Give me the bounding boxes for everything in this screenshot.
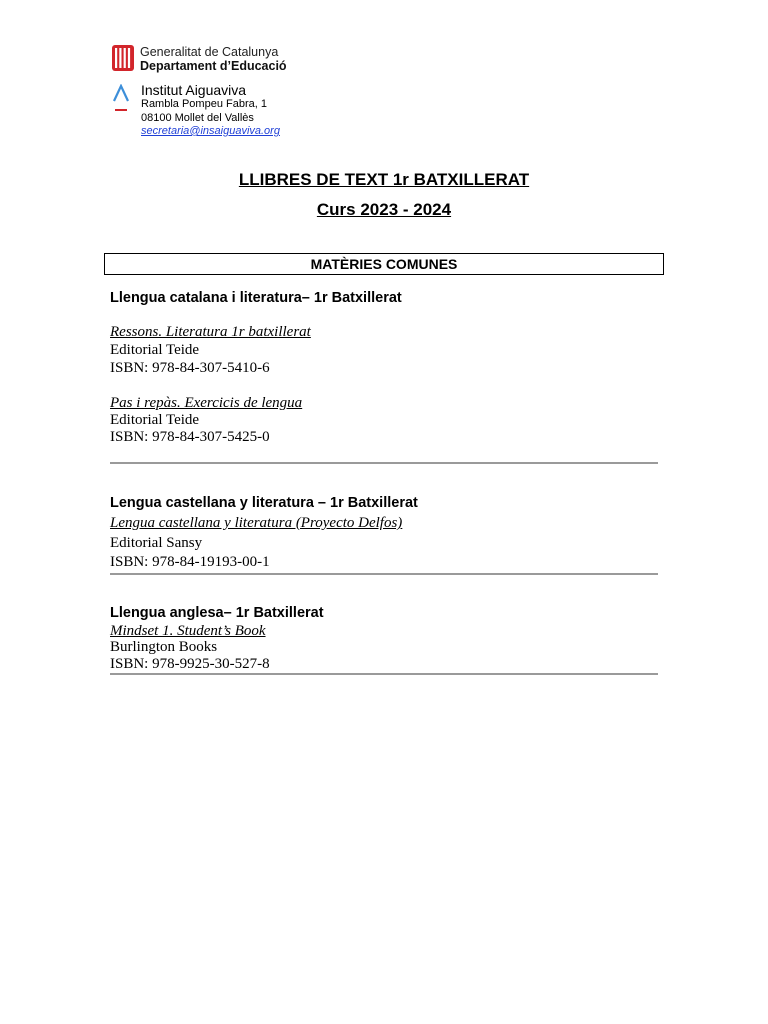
subject-heading: Lengua castellana y literatura – 1r Batxillerat bbox=[110, 495, 418, 511]
school-logo-icon bbox=[111, 84, 131, 114]
section-divider bbox=[110, 673, 658, 675]
book-title: Mindset 1. Student’s Book bbox=[110, 623, 266, 639]
book-publisher: Editorial Sansy bbox=[110, 535, 203, 551]
book-title: Pas i repàs. Exercicis de lengua bbox=[110, 395, 303, 411]
document-course: Curs 2023 - 2024 bbox=[316, 200, 452, 219]
subject-heading: Llengua catalana i literatura– 1r Batxillerat bbox=[110, 290, 402, 306]
document-title: LLIBRES DE TEXT 1r BATXILLERAT bbox=[238, 170, 530, 189]
book-isbn: ISBN: 978-84-19193-00-1 bbox=[110, 554, 270, 570]
generalitat-emblem-icon bbox=[111, 44, 135, 72]
generalitat-name: Generalitat de Catalunya bbox=[140, 45, 279, 59]
book-publisher: Burlington Books bbox=[110, 639, 218, 655]
school-info bbox=[141, 82, 280, 138]
school-email-link[interactable]: secretaria@insaiguaviva.org bbox=[141, 125, 280, 137]
book-publisher: Editorial Teide bbox=[110, 342, 200, 358]
book-publisher: Editorial Teide bbox=[110, 412, 200, 428]
book-title: Lengua castellana y literatura (Proyecto Delfos) bbox=[110, 515, 403, 531]
book-isbn: ISBN: 978-9925-30-527-8 bbox=[110, 656, 270, 672]
book-title: Ressons. Literatura 1r batxillerat bbox=[110, 324, 311, 340]
school-address-street: Rambla Pompeu Fabra, 1 bbox=[141, 98, 267, 110]
school-address-city: 08100 Mollet del Vallès bbox=[141, 111, 254, 124]
section-heading: MATÈRIES COMUNES bbox=[104, 253, 664, 275]
book-isbn: ISBN: 978-84-307-5425-0 bbox=[110, 429, 270, 445]
generalitat-logo bbox=[111, 44, 311, 74]
book-isbn: ISBN: 978-84-307-5410-6 bbox=[110, 360, 270, 376]
school-name: Institut Aiguaviva bbox=[141, 82, 247, 98]
section-divider bbox=[110, 462, 658, 464]
subject-heading: Llengua anglesa– 1r Batxillerat bbox=[110, 605, 324, 621]
department-name: Departament d’Educació bbox=[140, 59, 287, 73]
section-divider bbox=[110, 573, 658, 575]
